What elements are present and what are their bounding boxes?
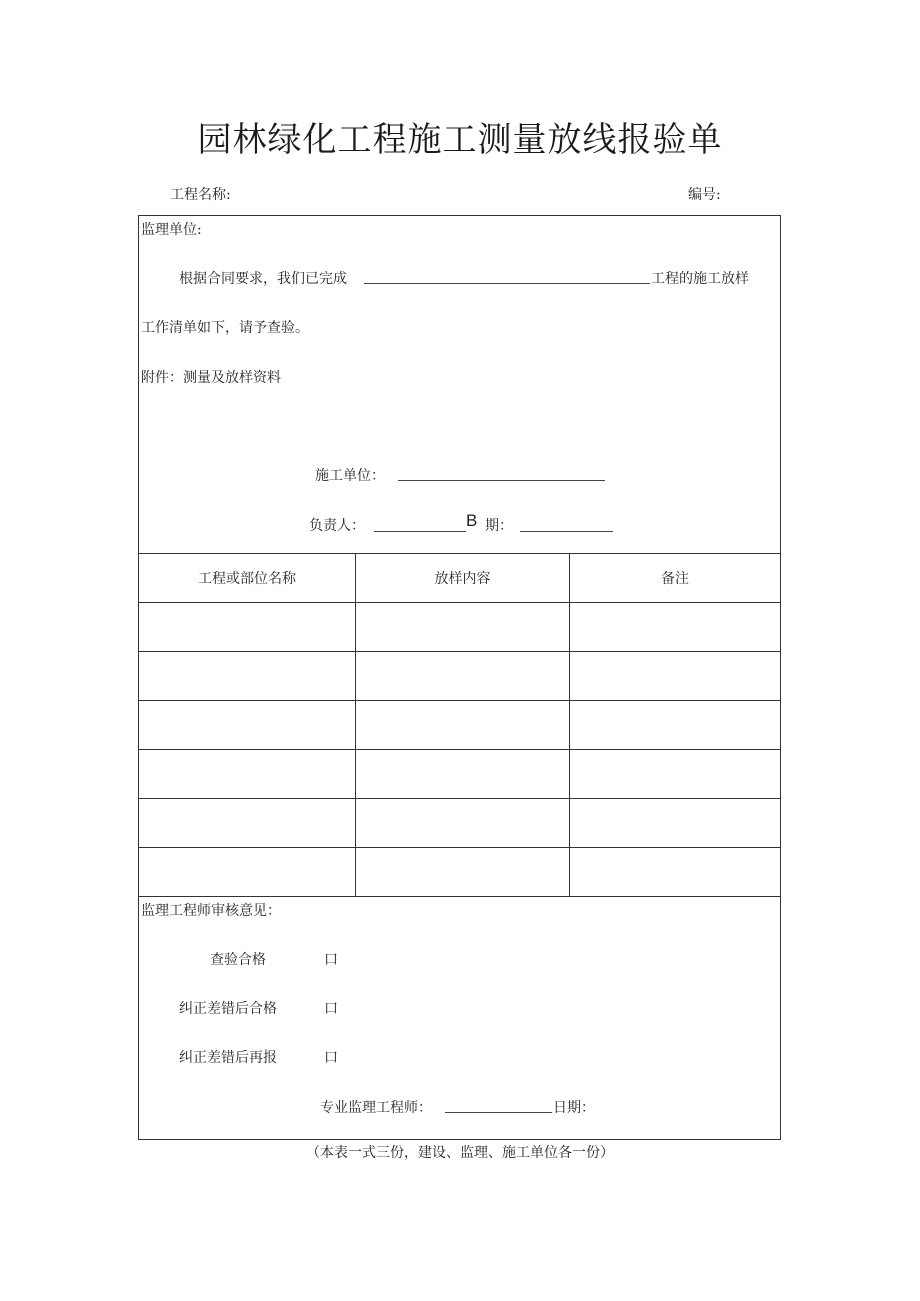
- statement-prefix: 根据合同要求，我们已完成: [179, 271, 347, 287]
- option-label: 查验合格: [210, 952, 266, 968]
- table-row: [139, 799, 781, 848]
- footer-note: （本表一式三份，建设、监理、施工单位各一份）: [306, 1145, 614, 1161]
- construction-unit-line[interactable]: [398, 480, 605, 481]
- table-cell[interactable]: [570, 701, 781, 750]
- option-label: 纠正差错后合格: [179, 1001, 277, 1017]
- checkbox-correct-resubmit[interactable]: 口: [324, 1050, 338, 1066]
- checkbox-pass[interactable]: 口: [324, 952, 338, 968]
- review-date-label: 日期：: [553, 1100, 595, 1116]
- table-cell[interactable]: [570, 799, 781, 848]
- statement-line2: 工作清单如下，请予查验。: [141, 320, 309, 336]
- table-cell[interactable]: [356, 652, 570, 701]
- number-label: 编号:: [688, 187, 721, 203]
- table-cell[interactable]: [570, 603, 781, 652]
- table-row: [139, 603, 781, 652]
- table-cell[interactable]: [356, 701, 570, 750]
- checkbox-correct-pass[interactable]: 口: [324, 1001, 338, 1017]
- table-cell[interactable]: [139, 701, 356, 750]
- table-cell[interactable]: [139, 652, 356, 701]
- table-cell[interactable]: [139, 750, 356, 799]
- project-blank-line[interactable]: [364, 283, 650, 284]
- review-section: [138, 896, 781, 1140]
- engineer-line[interactable]: [445, 1112, 552, 1113]
- header-cell: 放样内容: [356, 554, 570, 603]
- layout-table: [138, 553, 781, 897]
- table-cell[interactable]: [139, 799, 356, 848]
- date-line[interactable]: [520, 531, 613, 532]
- statement-suffix: 工程的施工放样: [651, 271, 749, 287]
- table-row: [139, 701, 781, 750]
- table-cell[interactable]: [356, 603, 570, 652]
- table-cell[interactable]: [356, 799, 570, 848]
- table-row: [139, 652, 781, 701]
- table-cell[interactable]: [570, 848, 781, 897]
- header-cell: 工程或部位名称: [139, 554, 356, 603]
- option-label: 纠正差错后再报: [179, 1050, 277, 1066]
- table-row: [139, 750, 781, 799]
- project-name-label: 工程名称:: [170, 187, 231, 203]
- header-cell: 备注: [570, 554, 781, 603]
- date-label: 期：: [485, 518, 513, 534]
- construction-unit-label: 施工单位：: [315, 468, 385, 484]
- table-row: [139, 848, 781, 897]
- page-title: 园林绿化工程施工测量放线报验单: [197, 120, 723, 160]
- table-cell[interactable]: [570, 652, 781, 701]
- table-cell[interactable]: [356, 848, 570, 897]
- responsible-label: 负责人：: [309, 518, 365, 534]
- date-b-char: B: [466, 511, 478, 530]
- attachment-text: 附件：测量及放样资料: [141, 370, 281, 386]
- table-cell[interactable]: [139, 848, 356, 897]
- responsible-line[interactable]: [374, 531, 466, 532]
- table-cell[interactable]: [570, 750, 781, 799]
- supervisor-label: 监理单位:: [141, 222, 202, 238]
- review-label: 监理工程师审核意见：: [141, 903, 281, 919]
- table-cell[interactable]: [356, 750, 570, 799]
- engineer-label: 专业监理工程师：: [320, 1100, 432, 1116]
- table-cell[interactable]: [139, 603, 356, 652]
